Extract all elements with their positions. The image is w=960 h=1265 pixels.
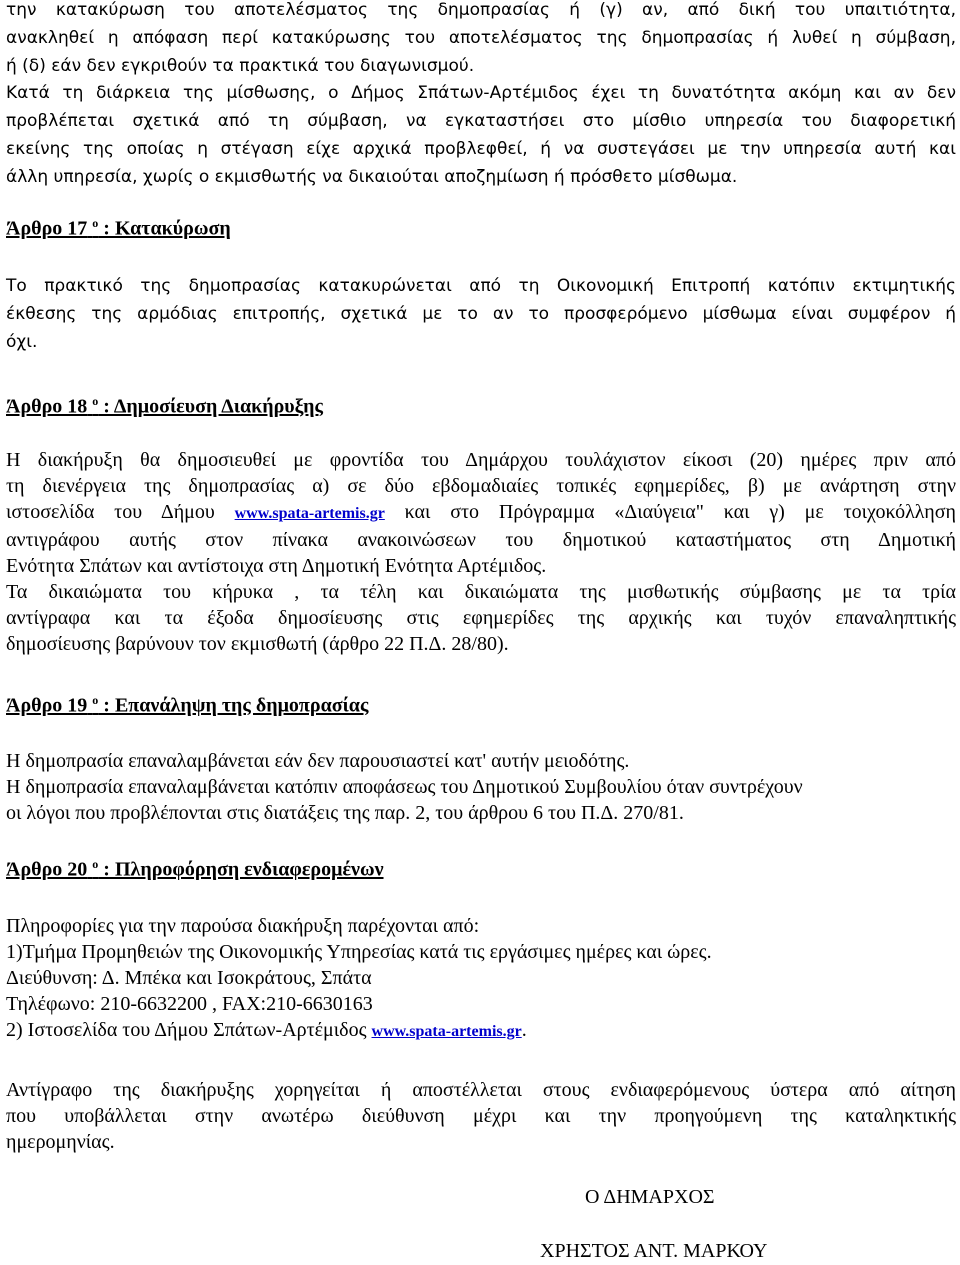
paragraph-line: τη διενέργεια της δημοπρασίας α) σε δύο εβδομαδιαίες τοπικές εφημερίδες, β) με ανάρτηση στην [6,475,956,497]
paragraph-line: Διεύθυνση: Δ. Μπέκα και Ισοκράτους, Σπάτα [6,967,372,989]
paragraph-line: ιστοσελίδα του Δήμου www.spata-artemis.gr και στο Πρόγραμμα «Διαύγεια" και γ) με τοιχοκόλληση [6,501,957,523]
paragraph-line: Η δημοπρασία επαναλαμβάνεται εάν δεν παρουσιαστεί κατ' αυτήν μειοδότης. [6,750,630,772]
paragraph-line: όχι. [6,332,38,352]
top-paragraph [6,0,956,80]
paragraph-line: ημερομηνίας. [6,1131,115,1153]
paragraph-line: Αντίγραφο της διακήρυξης χορηγείται ή αποστέλλεται στους ενδιαφερόμενους ύστερα από αίτηση [6,1079,956,1101]
signature-role: Ο ΔΗΜΑΡΧΟΣ [585,1186,715,1208]
paragraph-line: προβλέπεται σχετικά από τη σύμβαση, να εγκαταστήσει στο μίσθιο υπηρεσία του διαφορετική [6,111,956,131]
website-link[interactable]: www.spata-artemis.gr [234,505,385,522]
paragraph-line: Πληροφορίες για την παρούσα διακήρυξη παρέχονται από: [6,915,480,937]
article-17-body [6,272,956,356]
article-17-heading: Άρθρο 17 $^o$ : Κατακύρωση [6,216,231,240]
paragraph-line: Ενότητα Σπάτων και αντίστοιχα στη Δημοτική Ενότητα Αρτέμιδος. [6,555,547,577]
paragraph-line: Κατά τη διάρκεια της μίσθωσης, ο Δήμος Σπάτων-Αρτέμιδος έχει τη δυνατότητα ακόμη και αν δεν [6,83,956,103]
paragraph-line: Το πρακτικό της δημοπρασίας κατακυρώνεται από τη Οικονομική Επιτροπή κατόπιν εκτιμητικής [6,276,956,296]
paragraph-line: 2) Ιστοσελίδα του Δήμου Σπάτων-Αρτέμιδος www.spata-artemis.gr. [6,1019,527,1041]
paragraph-line: δημοσίευσης βαρύνουν τον εκμισθωτή (άρθρο 22 Π.Δ. 28/80). [6,633,509,655]
paragraph-line: ή (δ) εάν δεν εγκριθούν τα πρακτικά του διαγωνισμού. [6,56,475,76]
article-19-body [6,748,956,826]
article-20-heading: Άρθρο 20 $^o$ : Πληροφόρηση ενδιαφερομένων [6,857,384,881]
paragraph-line: ανακληθεί η απόφαση περί κατακύρωσης του αποτελέσματος της δημοπρασίας ή λυθεί η σύμβαση, [6,28,956,48]
paragraph-line: την κατακύρωση του αποτελέσματος της δημοπρασίας ή (γ) αν, από δική του υπαιτιότητα, [6,0,956,20]
article-19-heading: Άρθρο 19 $^o$ : Επανάληψη της δημοπρασίας [6,693,369,717]
paragraph-line: αντίγραφα και τα έξοδα δημοσίευσης στις εφημερίδες της αρχικής και τυχόν επαναληπτικής [6,607,956,629]
lease-paragraph [6,79,956,191]
paragraph-line: Η διακήρυξη θα δημοσιευθεί με φροντίδα του Δημάρχου τουλάχιστον είκοσι (20) ημέρες πριν από [6,449,956,471]
paragraph-line: 1)Τμήμα Προμηθειών της Οικονομικής Υπηρεσίας κατά τις εργάσιμες ημέρες και ώρες. [6,941,712,963]
paragraph-line: που υποβάλλεται στην ανωτέρω διεύθυνση μέχρι και την προηγούμενη της καταληκτικής [6,1105,956,1127]
paragraph-line: Τα δικαιώματα του κήρυκα , τα τέλη και δικαιώματα της μισθωτικής σύμβασης με τα τρία [6,581,956,603]
closing-paragraph [6,1077,956,1155]
paragraph-line: Τηλέφωνο: 210-6632200 , FAX:210-6630163 [6,993,373,1015]
paragraph-line: αντιγράφου αυτής στον πίνακα ανακοινώσεων του δημοτικού καταστήματος στη Δημοτική [6,529,956,551]
article-18-body [6,447,956,657]
website-link[interactable]: www.spata-artemis.gr [371,1023,522,1040]
paragraph-line: άλλη υπηρεσία, χωρίς ο εκμισθωτής να δικαιούται αποζημίωση ή πρόσθετο μίσθωμα. [6,167,738,187]
signature-name: ΧΡΗΣΤΟΣ ΑΝΤ. ΜΑΡΚΟΥ [540,1240,768,1262]
paragraph-line: έκθεσης της αρμόδιας επιτροπής, σχετικά με το αν το προσφερόμενο μίσθωμα είναι συμφέρον ή [6,304,956,324]
paragraph-line: οι λόγοι που προβλέπονται στις διατάξεις της παρ. 2, του άρθρου 6 του Π.Δ. 270/81. [6,802,684,824]
paragraph-line: Η δημοπρασία επαναλαμβάνεται κατόπιν αποφάσεως του Δημοτικού Συμβουλίου όταν συντρέχουν [6,776,803,798]
article-20-body [6,913,956,1045]
paragraph-line: εκείνης της οποίας η στέγαση είχε αρχικά προβλεφθεί, ή να συστεγάσει με την υπηρεσία αυτή και [6,139,956,159]
article-18-heading: Άρθρο 18 $^o$ : Δημοσίευση Διακήρυξης [6,394,323,418]
